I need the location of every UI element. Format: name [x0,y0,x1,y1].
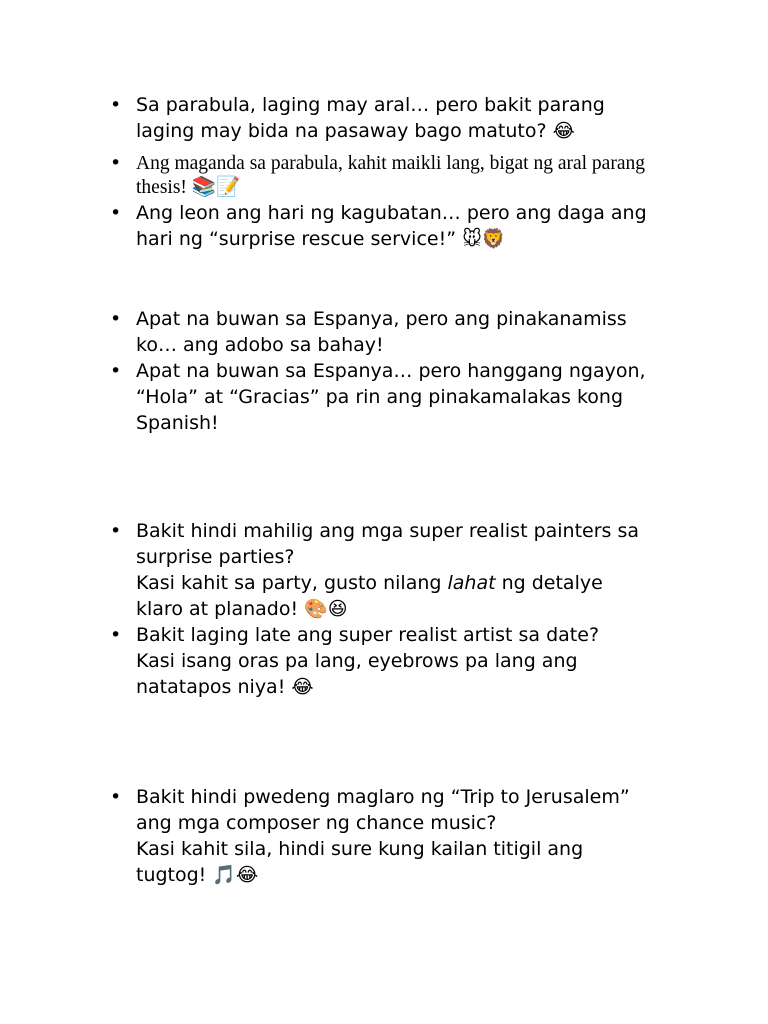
list-item-text: laging may bida na pasaway bago matuto? 😂 [136,120,575,142]
list-item [108,518,688,622]
bullet-list-parabula [108,92,688,252]
text-segment: Kasi kahit sa party, gusto nilang [136,572,448,594]
list-item-text: Spanish! [136,412,219,434]
list-item [108,622,688,700]
list-item [108,306,688,358]
italic-word: lahat [447,572,496,594]
list-item [108,358,688,436]
list-item [108,784,688,888]
list-item-text: thesis! 📚📝 [136,177,241,198]
list-item-text: • Bakit hindi pwedeng maglaro ng “Trip to Jerusalem” [136,786,630,808]
bullet-list-espanya [108,306,688,436]
list-item-text: • Bakit laging late ang super realist artist sa date? [136,624,600,646]
list-item-text: • Ang maganda sa parabula, kahit maikli lang, bigat ng aral parang [136,153,645,174]
list-item-text: • Bakit hindi mahilig ang mga super realist painters sa [136,520,640,542]
text-segment: ng detalye [495,572,603,594]
list-item-text: natatapos niya! 😂 [136,676,314,698]
list-item-text [136,570,688,596]
list-item-text: • Apat na buwan sa Espanya… pero hanggang ngayon, [136,360,646,382]
list-item-text: hari ng “surprise rescue service!” 🐭🦁 [136,228,506,250]
list-item-text: ang mga composer ng chance music? [136,812,497,834]
list-item-text: ko… ang adobo sa bahay! [136,334,384,356]
list-item-text: tugtog! 🎵😂 [136,864,259,886]
list-item-text: Kasi isang oras pa lang, eyebrows pa lang ang [136,650,578,672]
bullet-list-super-realist [108,518,688,700]
list-item-text: “Hola” at “Gracias” pa rin ang pinakamalakas kong [136,386,624,408]
list-item-text: klaro at planado! 🎨😆 [136,598,348,620]
list-item-text: • Apat na buwan sa Espanya, pero ang pinakanamiss [136,308,627,330]
list-item-text: • Sa parabula, laging may aral… pero bakit parang [136,94,605,116]
bullet-list-chance-music [108,784,688,888]
list-item [108,152,688,200]
list-item-text: • Ang leon ang hari ng kagubatan… pero ang daga ang [136,202,647,224]
list-item-text: Kasi kahit sila, hindi sure kung kailan titigil ang [136,838,584,860]
list-item [108,92,688,144]
list-item-text: surprise parties? [136,546,295,568]
list-item [108,200,688,252]
